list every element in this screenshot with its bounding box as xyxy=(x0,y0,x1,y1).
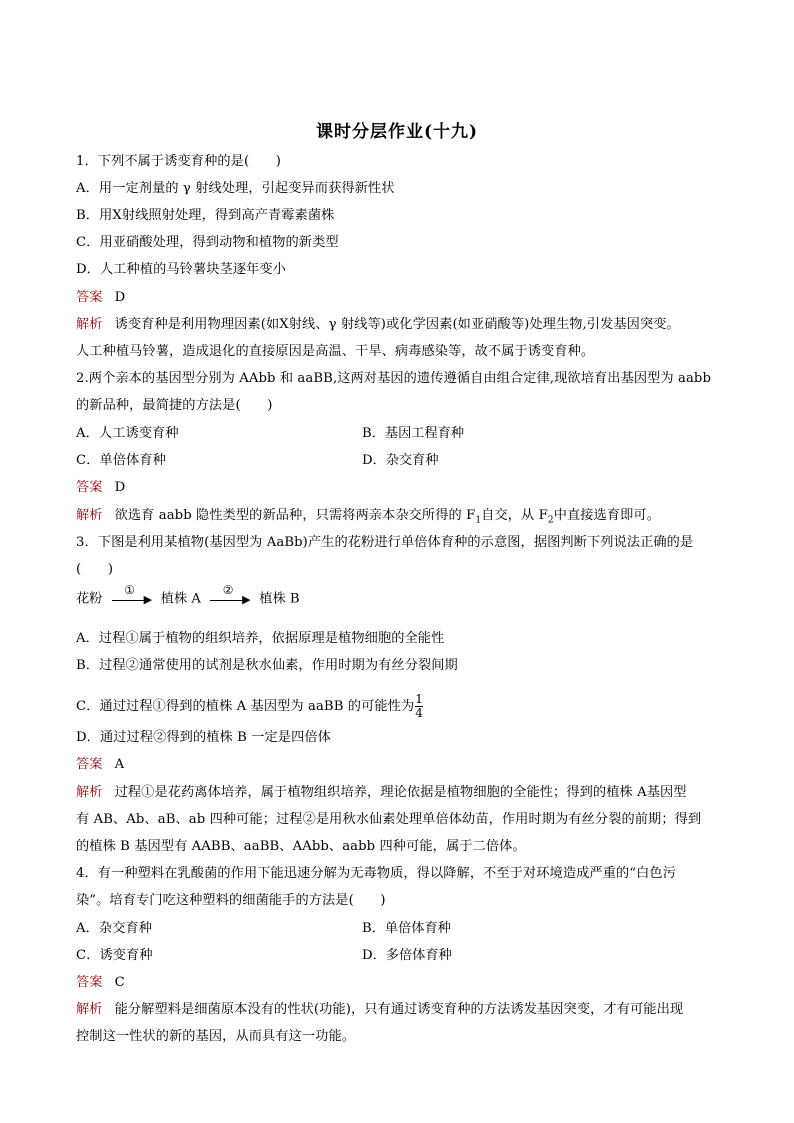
q3-analysis-line-1 xyxy=(76,784,687,802)
arrow-head-icon: ▶ xyxy=(143,593,153,606)
q3-answer-value: A xyxy=(114,757,125,772)
q1-stem: 1．下列不属于诱变育种的是( ) xyxy=(76,154,282,169)
q4-stem-line-1: 4．有一种塑料在乳酸菌的作用下能迅速分解为无毒物质，得以降解，不至于对环境造成严重的“白色污 xyxy=(76,866,676,881)
flow-arrow-1 xyxy=(110,583,154,608)
q2-option-a: A．人工诱变育种 xyxy=(76,426,179,441)
q4-answer-value: C xyxy=(114,975,125,990)
q1-answer-value: D xyxy=(114,290,126,305)
q2-option-d: D．杂交育种 xyxy=(362,453,439,468)
fraction xyxy=(415,693,423,720)
q3-stem-line-2: ( ) xyxy=(76,562,114,577)
q1-option-c: C．用亚硝酸处理，得到动物和植物的新类型 xyxy=(76,235,339,250)
q1-option-a: A．用一定剂量的 γ 射线处理，引起变异而获得新性状 xyxy=(76,181,395,196)
answer-label: 答案 xyxy=(76,757,103,772)
q1-answer xyxy=(76,289,125,307)
q4-analysis-line-2: 控制这一性状的新的基因，从而具有这一功能。 xyxy=(76,1029,356,1044)
q3-option-c-text: C．通过过程①得到的植株 A 基因型为 aaBB 的可能性为 xyxy=(76,699,415,714)
q3-option-a: A．过程①属于植物的组织培养，依据原理是植物细胞的全能性 xyxy=(76,631,445,646)
q2-stem-line-2: 的新品种，最简捷的方法是( ) xyxy=(76,398,273,413)
page-title: 课时分层作业(十九) xyxy=(315,122,479,142)
q1-analysis-line-1 xyxy=(76,316,680,334)
q2-stem-line-1: 2.两个亲本的基因型分别为 AAbb 和 aaBB,这两对基因的遗传遵循自由组合定律,现欲培育出基因型为 aabb xyxy=(76,371,712,386)
q3-option-b: B．过程②通常使用的试剂是秋水仙素，作用时期为有丝分裂间期 xyxy=(76,658,458,673)
q1-analysis-line-2: 人工种植马铃薯，造成退化的直接原因是高温、干旱、病毒感染等，故不属于诱变育种。 xyxy=(76,344,595,359)
q4-answer xyxy=(76,974,125,992)
arrow-head-icon: ▶ xyxy=(242,593,251,606)
flow-mid: 植株 A xyxy=(160,591,201,607)
q2-analysis-text-3: 中直接选育即可。 xyxy=(553,508,660,523)
flow-start: 花粉 xyxy=(76,591,103,607)
q1-option-b: B．用X射线照射处理，得到高产青霉素菌株 xyxy=(76,208,335,223)
answer-label: 答案 xyxy=(76,480,103,495)
q3-flow-diagram xyxy=(76,583,300,609)
q2-answer xyxy=(76,479,125,497)
q4-option-b: B．单倍体育种 xyxy=(362,921,451,936)
analysis-label: 解析 xyxy=(76,317,103,332)
fraction-numerator: 1 xyxy=(415,692,423,706)
q2-subscript-1: 1 xyxy=(475,515,482,526)
q4-analysis-line-1 xyxy=(76,1001,683,1019)
q3-analysis-line-3: 的植株 B 基因型有 AABB、aaBB、AAbb、aabb 四种可能，属于二倍体。 xyxy=(76,839,526,854)
answer-label: 答案 xyxy=(76,290,103,305)
q4-stem-line-2: 染”。培育专门吃这种塑料的细菌能手的方法是( ) xyxy=(76,893,386,908)
q3-option-d: D．通过过程②得到的植株 B 一定是四倍体 xyxy=(76,730,331,745)
q2-option-c: C．单倍体育种 xyxy=(76,453,166,468)
flow-end: 植株 B xyxy=(259,591,300,607)
analysis-label: 解析 xyxy=(76,508,103,523)
q2-answer-value: D xyxy=(114,480,126,495)
fraction-denominator: 4 xyxy=(415,706,423,720)
q3-answer xyxy=(76,756,124,774)
q3-analysis-text: 过程①是花药离体培养，属于植物组织培养，理论依据是植物细胞的全能性；得到的植株 A基因型 xyxy=(114,785,687,800)
q2-analysis-text-2: 自交，从 F xyxy=(481,508,548,523)
q2-analysis-text-1: 欲选育 aabb 隐性类型的新品种，只需将两亲本杂交所得的 F xyxy=(114,508,476,523)
answer-label: 答案 xyxy=(76,975,103,990)
analysis-label: 解析 xyxy=(76,1002,103,1017)
q4-option-c: C．诱变育种 xyxy=(76,948,153,963)
q3-analysis-line-2: 有 AB、Ab、aB、ab 四种可能；过程②是用秋水仙素处理单倍体幼苗，作用时期为有丝分裂的前期；得到 xyxy=(76,812,702,827)
q2-option-b: B．基因工程育种 xyxy=(362,426,465,441)
q2-analysis xyxy=(76,507,660,530)
q4-option-a: A．杂交育种 xyxy=(76,921,153,936)
q2-subscript-2: 2 xyxy=(547,515,554,526)
q1-analysis-text: 诱变育种是利用物理因素(如X射线、γ 射线等)或化学因素(如亚硝酸等)处理生物,引发基因突变。 xyxy=(114,317,680,332)
flow-step-1: ① xyxy=(124,583,135,597)
q4-analysis-text: 能分解塑料是细菌原本没有的性状(功能)，只有通过诱变育种的方法诱发基因突变，才有可能出现 xyxy=(114,1002,684,1017)
q4-option-d: D．多倍体育种 xyxy=(362,948,452,963)
q1-option-d: D．人工种植的马铃薯块茎逐年变小 xyxy=(76,262,286,277)
flow-step-2: ② xyxy=(222,583,234,597)
q3-stem-line-1: 3．下图是利用某植物(基因型为 AaBb)产生的花粉进行单倍体育种的示意图，据图判断下列说法正确的是 xyxy=(76,535,694,550)
q3-option-c xyxy=(76,693,423,720)
analysis-label: 解析 xyxy=(76,785,103,800)
flow-arrow-2 xyxy=(208,583,252,608)
